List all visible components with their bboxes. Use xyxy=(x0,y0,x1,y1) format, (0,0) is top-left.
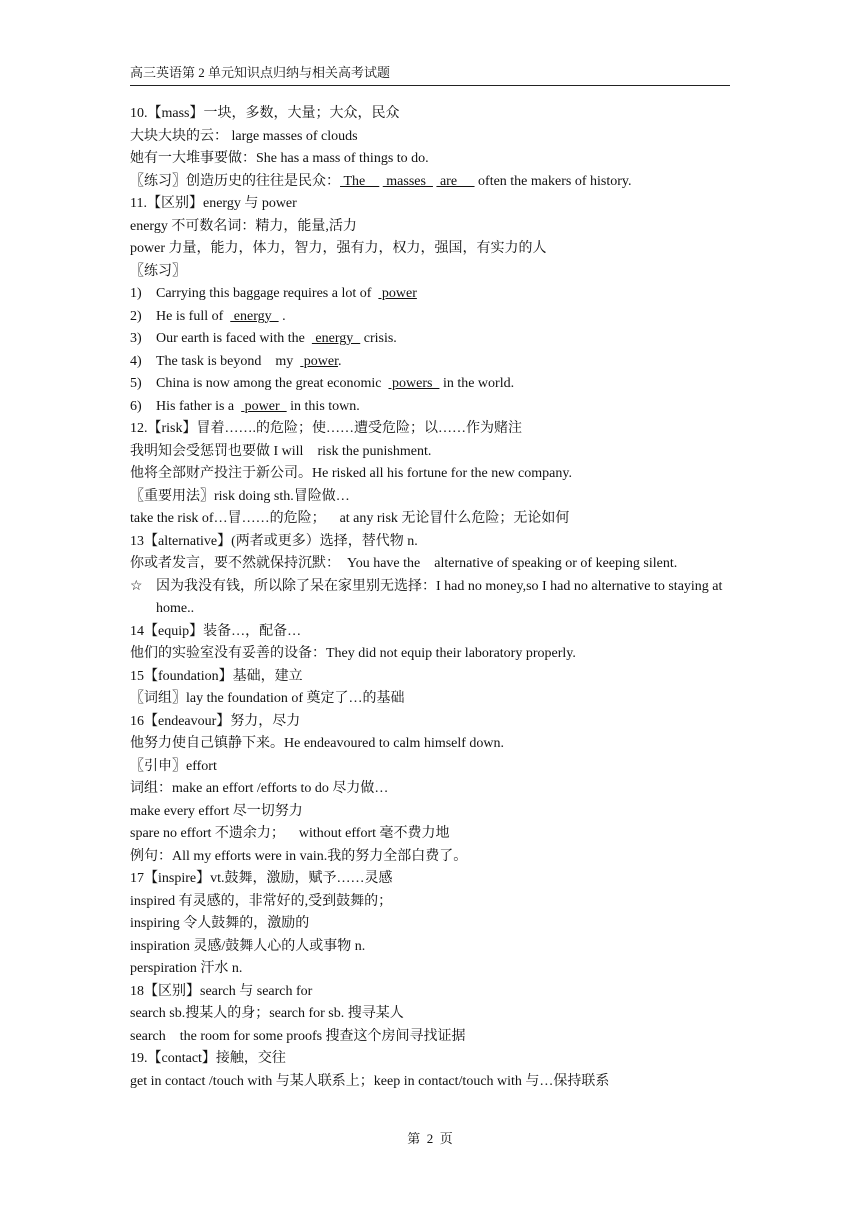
exercise-item xyxy=(130,328,730,351)
example-line: 她有一大堆事要做：She has a mass of things to do. xyxy=(130,151,429,166)
entry-endeavour-heading: 16【endeavour】努力，尽力 xyxy=(130,713,301,729)
exercise-suffix: often the makers of history. xyxy=(474,173,632,189)
definition-line: inspired 有灵感的，非常好的,受到鼓舞的； xyxy=(130,893,393,909)
definition-line: search sb.搜某人的身；search for sb. 搜寻某人 xyxy=(130,1006,404,1021)
item-text: . xyxy=(337,353,342,369)
exercise-prefix: 〖练习〗创造历史的往往是民众： xyxy=(130,173,340,189)
usage-line: 〖重要用法〗risk doing sth.冒险做… xyxy=(130,488,350,504)
phrase-line: 词组：make an effort /efforts to do 尽力做… xyxy=(130,781,389,796)
definition-line: energy 不可数名词：精力，能量,活力 xyxy=(130,218,357,234)
example-line: 他将全部财产投注于新公司。He risked all his fortune for the new company. xyxy=(130,466,572,481)
example-line: 他努力使自己镇静下来。He endeavoured to calm himself down. xyxy=(130,736,505,751)
entry-contact-heading: 19.【contact】接触，交往 xyxy=(130,1051,286,1066)
example-line: search the room for some proofs 搜查这个房间寻找证据 xyxy=(130,1028,466,1044)
item-text: His father is a xyxy=(156,398,242,414)
entry-equip-heading: 14【equip】装备…，配备… xyxy=(130,623,302,639)
exercise-item xyxy=(130,283,730,306)
item-number: 1) xyxy=(130,286,142,301)
entry-search-heading: 18【区别】search 与 search for xyxy=(130,983,313,999)
example-line: 你或者发言，要不然就保持沉默： You have the alternative of speaking or of keeping silent. xyxy=(130,556,678,571)
entry-inspire-heading: 17【inspire】vt.鼓舞，激励，赋予……灵感 xyxy=(130,871,393,886)
item-text: crisis. xyxy=(360,331,397,346)
item-text: China is now among the great economic xyxy=(156,376,389,391)
phrase-line: get in contact /touch with 与某人联系上；keep in contact/touch with 与…保持联系 xyxy=(130,1073,610,1089)
exercise-item xyxy=(130,306,730,329)
definition-line: inspiration 灵感/鼓舞人心的人或事物 n. xyxy=(130,938,366,954)
definition-line: perspiration 汗水 n. xyxy=(130,961,243,976)
usage-line: take the risk of…冒……的危险； at any risk 无论冒什么危险；无论如何 xyxy=(130,511,570,526)
item-text: Our earth is faced with the xyxy=(156,331,312,346)
page-number: 第 2 页 xyxy=(407,1131,453,1146)
example-line: 大块大块的云： large masses of clouds xyxy=(130,128,358,144)
item-number: 3) xyxy=(130,331,142,346)
item-number: 5) xyxy=(130,376,142,391)
example-line: 他们的实验室没有妥善的设备：They did not equip their laboratory properly. xyxy=(130,646,576,661)
exercise-label: 〖练习〗 xyxy=(130,263,186,279)
item-text: Carrying this baggage requires a lot of xyxy=(156,286,379,301)
starred-example-text: 因为我没有钱，所以除了呆在家里别无选择：I had no money,so I had no alternative to staying at home.. xyxy=(156,578,723,616)
item-text: in the world. xyxy=(439,376,515,391)
entry-mass-heading: 10.【mass】一块，多数，大量；大众，民众 xyxy=(130,106,400,121)
entry-energy-power-heading: 11.【区别】energy 与 power xyxy=(130,196,297,211)
phrase-line: spare no effort 不遗余力； without effort 毫不费力地 xyxy=(130,826,450,841)
answer-blank: are xyxy=(436,173,475,189)
definition-line: inspiring 令人鼓舞的，激励的 xyxy=(130,916,310,931)
item-text: in this town. xyxy=(286,398,360,414)
extension-line: 〖引申〗effort xyxy=(130,758,217,774)
answer-blank: energy xyxy=(230,308,279,324)
exercise-item xyxy=(130,351,730,374)
example-line: 我明知会受惩罚也要做 I will risk the punishment. xyxy=(130,443,432,459)
answer-blank: power xyxy=(378,286,417,301)
phrase-line: 〖词组〗lay the foundation of 奠定了…的基础 xyxy=(130,691,405,706)
header-title: 高三英语第 2 单元知识点归纳与相关高考试题 xyxy=(130,65,391,80)
phrase-line: make every effort 尽一切努力 xyxy=(130,803,303,819)
page-header xyxy=(130,62,730,86)
example-line: 例句：All my efforts were in vain.我的努力全部白费了。 xyxy=(130,848,468,864)
item-number: 2) xyxy=(130,308,142,324)
item-number: 4) xyxy=(130,353,142,369)
definition-line: power 力量，能力，体力，智力，强有力，权力，强国，有实力的人 xyxy=(130,241,547,256)
answer-blank: energy xyxy=(311,331,361,346)
item-text: . xyxy=(278,308,286,324)
page-footer xyxy=(0,1128,860,1147)
document-body xyxy=(130,103,730,1093)
exercise-item xyxy=(130,373,730,396)
answer-blank: The xyxy=(340,173,380,189)
entry-risk-heading: 12.【risk】冒着…….的危险；使……遭受危险；以……作为赌注 xyxy=(130,421,522,436)
answer-blank: masses xyxy=(382,173,433,189)
entry-foundation-heading: 15【foundation】基础，建立 xyxy=(130,668,303,684)
item-text: The task is beyond my xyxy=(156,353,301,369)
item-number: 6) xyxy=(130,398,142,414)
answer-blank: powers xyxy=(388,376,440,391)
answer-blank: power xyxy=(241,398,287,414)
entry-alternative-heading: 13【alternative】(两者或更多）选择，替代物 n. xyxy=(130,533,418,549)
starred-example xyxy=(130,576,730,621)
exercise-item xyxy=(130,396,730,419)
item-text: He is full of xyxy=(156,308,231,324)
exercise-line xyxy=(130,171,730,194)
star-icon: ☆ xyxy=(130,578,143,594)
answer-blank: power xyxy=(300,353,338,369)
